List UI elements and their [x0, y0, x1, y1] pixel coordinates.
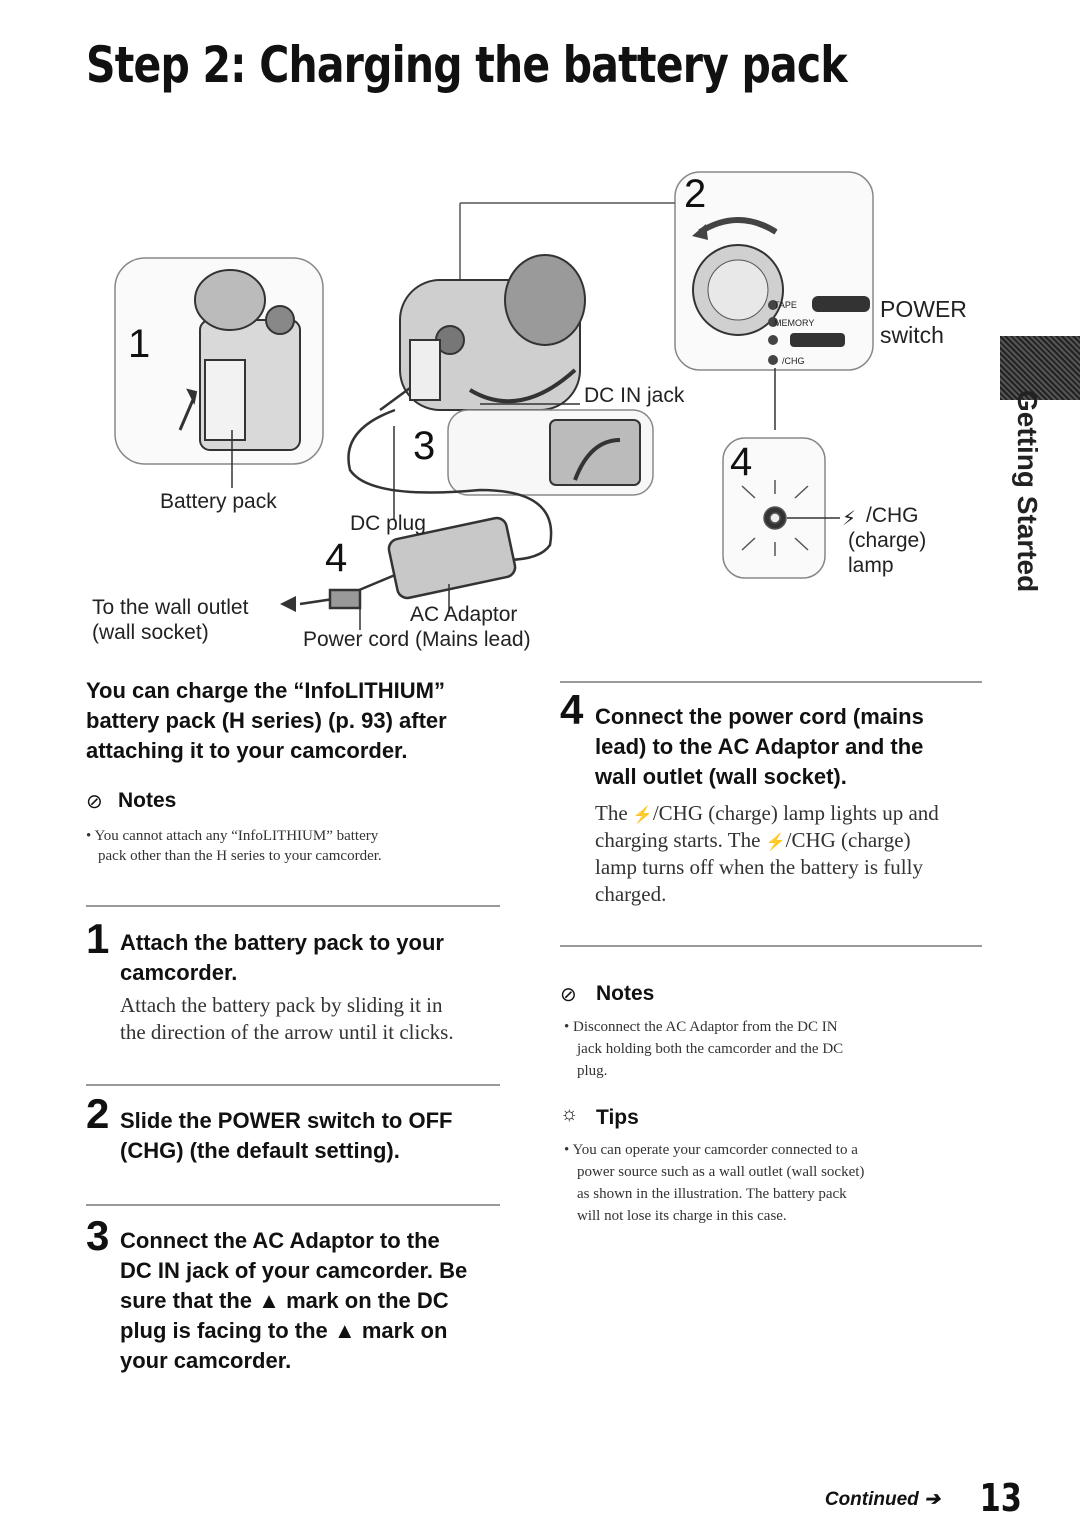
- callout-4a: 4: [325, 536, 348, 580]
- step-4-title: wall outlet (wall socket).: [595, 764, 847, 789]
- flash-icon: ⚡: [842, 506, 857, 530]
- step-4-number: 4: [560, 686, 584, 733]
- step-4-text: /CHG (charge): [785, 828, 911, 852]
- page-number: 13: [979, 1476, 1022, 1520]
- divider: [86, 1084, 500, 1086]
- step-4-body: charged.: [595, 882, 667, 906]
- callout-3: 3: [413, 424, 436, 468]
- intro-line-2: battery pack (H series) (p. 93) after: [86, 708, 447, 733]
- step-1-body: Attach the battery pack by sliding it in: [120, 993, 443, 1017]
- arrow-right-icon: ➔: [918, 1489, 940, 1510]
- step-1-title: camcorder.: [120, 960, 238, 985]
- notes-icon: ⊘: [86, 791, 103, 813]
- dial-memory-label: MEMORY: [774, 318, 815, 328]
- step-4-title: lead) to the AC Adaptor and the: [595, 734, 924, 759]
- charge-label: (charge): [848, 529, 927, 552]
- tips-icon: ☼: [560, 1103, 579, 1125]
- step-4-title: Connect the power cord (mains: [595, 704, 924, 729]
- tip-line: • You can operate your camcorder connected to a: [564, 1142, 858, 1158]
- step-3-title: [120, 1316, 447, 1346]
- step-3-text: mark on: [361, 1318, 448, 1343]
- switch-label: switch: [880, 322, 944, 348]
- wall-socket-label: (wall socket): [92, 621, 209, 644]
- note-line: • Disconnect the AC Adaptor from the DC IN: [564, 1019, 838, 1035]
- intro-line-3: attaching it to your camcorder.: [86, 738, 408, 763]
- step-4-text: The: [595, 801, 628, 825]
- section-tab-label: Getting Started: [1012, 390, 1043, 593]
- step-1-title: Attach the battery pack to your: [120, 930, 444, 955]
- step-3-title: Connect the AC Adaptor to the: [120, 1228, 440, 1253]
- dial-chg-label: /CHG: [782, 356, 805, 366]
- step-3-title: DC IN jack of your camcorder. Be: [120, 1258, 468, 1283]
- wall-outlet-label: To the wall outlet: [92, 596, 249, 619]
- divider: [560, 681, 982, 683]
- step-4-text: /CHG (charge) lamp lights up and: [652, 801, 939, 825]
- flash-icon: ⚡: [632, 807, 653, 824]
- step-4-text: charging starts. The: [595, 828, 761, 852]
- continued-text: Continued: [824, 1489, 919, 1510]
- step-3-title: [120, 1286, 449, 1316]
- step-3-title: your camcorder.: [120, 1348, 292, 1373]
- step-2-title: (CHG) (the default setting).: [120, 1138, 400, 1163]
- note-line: • You cannot attach any “InfoLITHIUM” battery: [86, 828, 379, 844]
- tips-heading: Tips: [596, 1106, 639, 1129]
- divider: [560, 945, 982, 947]
- power-cord-label: Power cord (Mains lead): [303, 628, 531, 651]
- step-4-body: lamp turns off when the battery is fully: [595, 855, 923, 879]
- step-3-number: 3: [86, 1212, 110, 1259]
- triangle-mark-icon: ▲: [258, 1288, 280, 1313]
- divider: [86, 1204, 500, 1206]
- dc-plug-label: DC plug: [350, 512, 426, 535]
- notes-heading: Notes: [118, 789, 177, 812]
- note-line: plug.: [577, 1063, 608, 1079]
- dial-tape-label: TAPE: [774, 300, 797, 310]
- note-line: jack holding both the camcorder and the DC: [577, 1041, 844, 1057]
- lamp-label: lamp: [848, 554, 894, 577]
- note-line: pack other than the H series to your camcorder.: [98, 848, 382, 864]
- step-1-body: the direction of the arrow until it clicks.: [120, 1020, 454, 1044]
- camcorder-drawing: [400, 255, 585, 410]
- callout-4b: 4: [730, 440, 753, 484]
- continued-label: [825, 1488, 940, 1511]
- tip-line: power source such as a wall outlet (wall socket): [577, 1164, 865, 1180]
- step-4-body: [595, 827, 911, 856]
- step-4-body: [595, 800, 939, 829]
- page-title: Step 2: Charging the battery pack: [86, 36, 847, 94]
- step-3-text: sure that the: [120, 1288, 253, 1313]
- intro-line-1: You can charge the “InfoLITHIUM”: [86, 678, 445, 703]
- ac-adaptor-label: AC Adaptor: [410, 603, 518, 626]
- triangle-mark-icon: ▲: [333, 1318, 356, 1343]
- step-2-number: 2: [86, 1090, 110, 1137]
- tip-line: as shown in the illustration. The battery pack: [577, 1186, 847, 1202]
- step-3-text: mark on the DC: [286, 1288, 449, 1313]
- notes-icon: ⊘: [560, 984, 577, 1006]
- power-label: POWER: [880, 296, 967, 322]
- tip-line: will not lose its charge in this case.: [577, 1208, 787, 1224]
- step-3-text: plug is facing to the: [120, 1318, 328, 1343]
- divider: [86, 905, 500, 907]
- flash-icon: ⚡: [765, 834, 786, 851]
- callout-2: 2: [684, 172, 707, 216]
- step-2-title: Slide the POWER switch to OFF: [120, 1108, 453, 1133]
- notes-heading: Notes: [596, 982, 655, 1005]
- step-1-number: 1: [86, 915, 110, 962]
- callout-1: 1: [128, 322, 151, 366]
- chg-label: /CHG: [866, 504, 919, 527]
- dc-in-jack-label: DC IN jack: [584, 384, 685, 407]
- battery-pack-label: Battery pack: [160, 490, 277, 513]
